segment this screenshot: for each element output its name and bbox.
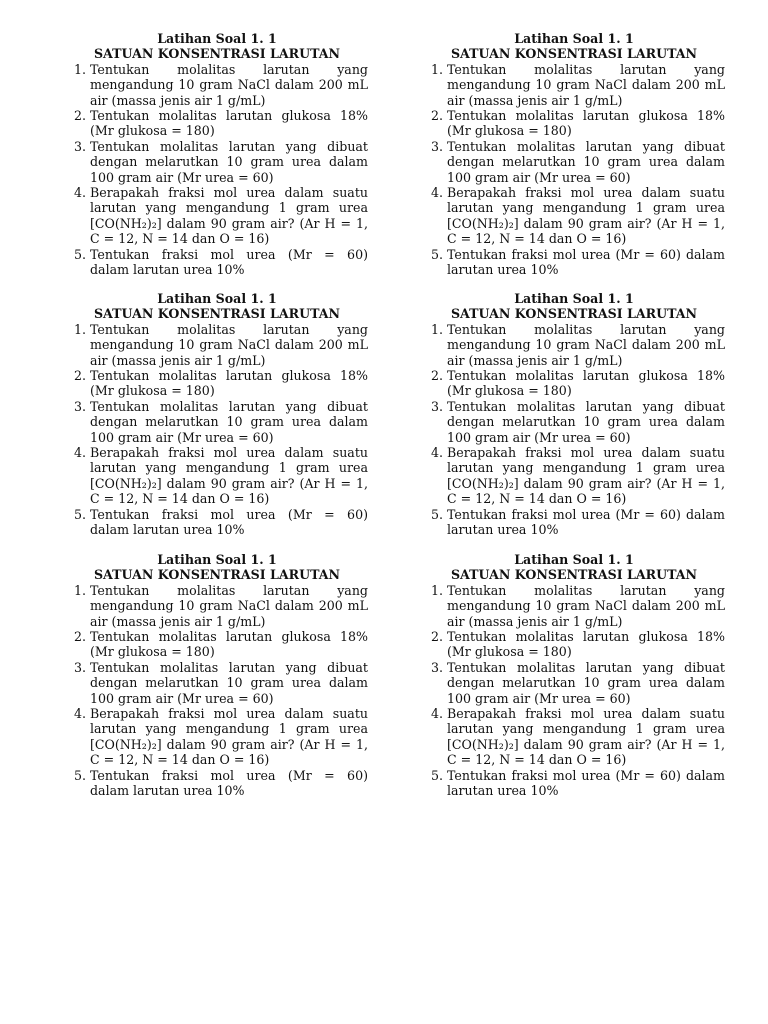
question-number: 3.: [430, 138, 443, 154]
question-item: [423, 399, 725, 445]
question-number: 1.: [73, 61, 86, 77]
question-text-line: Berapakah fraksi mol urea dalam suatu: [90, 706, 368, 722]
question-text: [447, 583, 725, 629]
question-item: [66, 108, 368, 139]
question-number: 1.: [430, 582, 443, 598]
question-list: [66, 62, 368, 278]
question-text-line: air (massa jenis air 1 g/mL): [90, 92, 266, 108]
question-text: [90, 445, 368, 507]
question-list: [423, 583, 725, 799]
question-number: 5.: [73, 246, 86, 262]
exercise-title: Latihan Soal 1. 1: [514, 552, 634, 567]
question-text-line: Berapakah fraksi mol urea dalam suatu: [447, 445, 725, 461]
question-item: [423, 768, 725, 799]
question-text-line: Tentukan molalitas larutan glukosa 18%: [90, 629, 368, 645]
question-item: [423, 629, 725, 660]
question-text: [447, 368, 725, 399]
question-number: 2.: [430, 108, 443, 124]
exercise-subtitle: SATUAN KONSENTRASI LARUTAN: [93, 567, 341, 583]
question-text: [90, 139, 368, 185]
question-number: 4.: [430, 706, 443, 722]
question-text-line: air (massa jenis air 1 g/mL): [447, 92, 623, 108]
question-text-line: larutan urea 10%: [447, 262, 559, 278]
question-item: [423, 62, 725, 108]
question-text-line: 100 gram air (Mr urea = 60): [447, 690, 631, 706]
question-text: [447, 507, 725, 538]
question-text-line: C = 12, N = 14 dan O = 16): [90, 752, 270, 768]
question-item: [66, 629, 368, 660]
question-text-line: Tentukan molalitas larutan glukosa 18%: [447, 629, 725, 645]
question-text-line: [CO(NH₂)₂] dalam 90 gram air? (Ar H = 1,: [447, 736, 725, 752]
question-text-line: Tentukan molalitas larutan glukosa 18%: [447, 108, 725, 124]
question-text-line: larutan yang mengandung 1 gram urea: [447, 460, 725, 476]
question-text-line: larutan yang mengandung 1 gram urea: [90, 721, 368, 737]
question-text-line: larutan yang mengandung 1 gram urea: [447, 200, 725, 216]
question-text: [447, 139, 725, 185]
question-text-line: Tentukan fraksi mol urea (Mr = 60) dalam: [447, 506, 725, 522]
question-text: [90, 507, 368, 538]
question-text: [447, 247, 725, 278]
question-text-line: (Mr glukosa = 180): [90, 383, 215, 399]
question-text-line: Tentukan molalitas larutan yang: [447, 321, 725, 337]
question-text-line: C = 12, N = 14 dan O = 16): [90, 231, 270, 247]
question-text: [90, 185, 368, 247]
question-text: [90, 660, 368, 706]
question-text: [447, 399, 725, 445]
question-number: 3.: [430, 659, 443, 675]
question-item: [66, 368, 368, 399]
question-text-line: dengan melarutkan 10 gram urea dalam: [90, 675, 368, 691]
question-text: [447, 768, 725, 799]
exercise-block: [423, 31, 725, 278]
exercise-subtitle: SATUAN KONSENTRASI LARUTAN: [93, 46, 341, 62]
question-text: [447, 706, 725, 768]
question-text: [90, 62, 368, 108]
question-text-line: air (massa jenis air 1 g/mL): [447, 352, 623, 368]
question-number: 3.: [73, 398, 86, 414]
question-item: [66, 247, 368, 278]
question-number: 2.: [73, 368, 86, 384]
question-item: [66, 322, 368, 368]
question-text-line: air (massa jenis air 1 g/mL): [90, 352, 266, 368]
question-text-line: Tentukan fraksi mol urea (Mr = 60): [90, 767, 368, 783]
question-number: 2.: [73, 108, 86, 124]
exercise-block: [423, 291, 725, 538]
exercise-block: [66, 552, 368, 799]
question-text: [90, 706, 368, 768]
question-text-line: mengandung 10 gram NaCl dalam 200 mL: [447, 598, 725, 614]
question-text: [90, 399, 368, 445]
question-list: [423, 62, 725, 278]
exercise-subtitle: SATUAN KONSENTRASI LARUTAN: [450, 306, 698, 322]
question-text: [447, 322, 725, 368]
question-text: [90, 368, 368, 399]
question-number: 4.: [73, 445, 86, 461]
question-number: 5.: [430, 767, 443, 783]
question-text-line: Berapakah fraksi mol urea dalam suatu: [90, 185, 368, 201]
question-text: [90, 768, 368, 799]
question-text-line: Tentukan molalitas larutan yang: [447, 582, 725, 598]
question-item: [66, 139, 368, 185]
question-text-line: dengan melarutkan 10 gram urea dalam: [90, 414, 368, 430]
question-number: 5.: [73, 506, 86, 522]
question-text-line: dengan melarutkan 10 gram urea dalam: [90, 154, 368, 170]
question-list: [66, 322, 368, 538]
question-text-line: [CO(NH₂)₂] dalam 90 gram air? (Ar H = 1,: [90, 475, 368, 491]
question-number: 3.: [73, 138, 86, 154]
question-item: [66, 660, 368, 706]
question-text-line: C = 12, N = 14 dan O = 16): [90, 491, 270, 507]
question-text-line: (Mr glukosa = 180): [447, 123, 572, 139]
question-text: [447, 185, 725, 247]
question-text-line: 100 gram air (Mr urea = 60): [447, 169, 631, 185]
question-number: 1.: [430, 61, 443, 77]
question-text-line: larutan urea 10%: [447, 783, 559, 799]
question-text-line: mengandung 10 gram NaCl dalam 200 mL: [90, 77, 368, 93]
question-number: 4.: [73, 185, 86, 201]
question-item: [423, 185, 725, 247]
question-item: [423, 247, 725, 278]
question-text: [90, 583, 368, 629]
question-text-line: 100 gram air (Mr urea = 60): [90, 169, 274, 185]
question-text-line: [CO(NH₂)₂] dalam 90 gram air? (Ar H = 1,: [447, 215, 725, 231]
question-text-line: Tentukan molalitas larutan yang dibuat: [90, 659, 368, 675]
question-number: 4.: [73, 706, 86, 722]
question-text-line: Berapakah fraksi mol urea dalam suatu: [447, 185, 725, 201]
question-item: [423, 583, 725, 629]
exercise-title: Latihan Soal 1. 1: [157, 552, 277, 567]
question-text-line: C = 12, N = 14 dan O = 16): [447, 231, 627, 247]
exercise-title: Latihan Soal 1. 1: [514, 291, 634, 306]
question-number: 5.: [430, 246, 443, 262]
question-text-line: Tentukan molalitas larutan yang: [90, 321, 368, 337]
question-item: [66, 62, 368, 108]
question-text-line: Tentukan molalitas larutan yang dibuat: [90, 138, 368, 154]
question-text: [447, 62, 725, 108]
question-item: [423, 322, 725, 368]
question-text: [447, 108, 725, 139]
question-text: [90, 108, 368, 139]
question-text-line: Tentukan molalitas larutan yang dibuat: [447, 659, 725, 675]
question-text-line: Tentukan molalitas larutan glukosa 18%: [447, 368, 725, 384]
exercise-subtitle: SATUAN KONSENTRASI LARUTAN: [450, 46, 698, 62]
question-text-line: Tentukan molalitas larutan yang dibuat: [447, 138, 725, 154]
question-text-line: (Mr glukosa = 180): [447, 644, 572, 660]
question-text-line: [CO(NH₂)₂] dalam 90 gram air? (Ar H = 1,: [90, 736, 368, 752]
question-item: [423, 108, 725, 139]
question-text-line: larutan yang mengandung 1 gram urea: [90, 200, 368, 216]
question-text-line: dalam larutan urea 10%: [90, 783, 245, 799]
question-number: 5.: [430, 506, 443, 522]
question-text-line: Tentukan fraksi mol urea (Mr = 60): [90, 246, 368, 262]
question-text-line: 100 gram air (Mr urea = 60): [447, 429, 631, 445]
question-text-line: Tentukan molalitas larutan glukosa 18%: [90, 108, 368, 124]
question-item: [423, 706, 725, 768]
question-text-line: Tentukan molalitas larutan yang: [90, 61, 368, 77]
exercise-block: [66, 31, 368, 278]
question-item: [423, 368, 725, 399]
question-item: [66, 706, 368, 768]
question-number: 2.: [430, 629, 443, 645]
question-text-line: [CO(NH₂)₂] dalam 90 gram air? (Ar H = 1,: [90, 215, 368, 231]
question-text-line: larutan urea 10%: [447, 522, 559, 538]
question-item: [423, 507, 725, 538]
question-item: [66, 399, 368, 445]
question-item: [66, 583, 368, 629]
exercise-title: Latihan Soal 1. 1: [157, 31, 277, 46]
question-text-line: (Mr glukosa = 180): [90, 644, 215, 660]
question-item: [423, 445, 725, 507]
question-text-line: Tentukan molalitas larutan yang: [90, 582, 368, 598]
question-text-line: mengandung 10 gram NaCl dalam 200 mL: [447, 77, 725, 93]
exercise-title: Latihan Soal 1. 1: [514, 31, 634, 46]
exercise-title: Latihan Soal 1. 1: [157, 291, 277, 306]
question-text-line: (Mr glukosa = 180): [447, 383, 572, 399]
question-text-line: air (massa jenis air 1 g/mL): [90, 613, 266, 629]
question-number: 3.: [73, 659, 86, 675]
question-number: 1.: [430, 321, 443, 337]
question-item: [423, 660, 725, 706]
question-number: 2.: [430, 368, 443, 384]
question-number: 1.: [73, 321, 86, 337]
question-text-line: Berapakah fraksi mol urea dalam suatu: [447, 706, 725, 722]
question-text-line: mengandung 10 gram NaCl dalam 200 mL: [90, 337, 368, 353]
question-text-line: Berapakah fraksi mol urea dalam suatu: [90, 445, 368, 461]
question-number: 4.: [430, 445, 443, 461]
question-text-line: Tentukan fraksi mol urea (Mr = 60) dalam: [447, 246, 725, 262]
question-text: [90, 247, 368, 278]
question-item: [66, 445, 368, 507]
question-text-line: larutan yang mengandung 1 gram urea: [447, 721, 725, 737]
question-text-line: air (massa jenis air 1 g/mL): [447, 613, 623, 629]
question-text: [447, 629, 725, 660]
question-number: 2.: [73, 629, 86, 645]
question-text-line: Tentukan molalitas larutan yang dibuat: [90, 398, 368, 414]
question-number: 4.: [430, 185, 443, 201]
question-text-line: 100 gram air (Mr urea = 60): [90, 690, 274, 706]
question-text-line: dengan melarutkan 10 gram urea dalam: [447, 154, 725, 170]
question-list: [66, 583, 368, 799]
question-text-line: Tentukan fraksi mol urea (Mr = 60): [90, 506, 368, 522]
question-text-line: Tentukan molalitas larutan yang: [447, 61, 725, 77]
question-text-line: C = 12, N = 14 dan O = 16): [447, 752, 627, 768]
question-text-line: mengandung 10 gram NaCl dalam 200 mL: [90, 598, 368, 614]
question-text-line: dengan melarutkan 10 gram urea dalam: [447, 675, 725, 691]
question-item: [66, 507, 368, 538]
question-text-line: Tentukan molalitas larutan glukosa 18%: [90, 368, 368, 384]
exercise-block: [423, 552, 725, 799]
question-number: 1.: [73, 582, 86, 598]
question-text-line: dalam larutan urea 10%: [90, 262, 245, 278]
question-text-line: dengan melarutkan 10 gram urea dalam: [447, 414, 725, 430]
question-text: [90, 322, 368, 368]
question-number: 3.: [430, 398, 443, 414]
question-item: [423, 139, 725, 185]
question-text-line: mengandung 10 gram NaCl dalam 200 mL: [447, 337, 725, 353]
exercise-block: [66, 291, 368, 538]
question-text-line: [CO(NH₂)₂] dalam 90 gram air? (Ar H = 1,: [447, 475, 725, 491]
question-item: [66, 185, 368, 247]
question-item: [66, 768, 368, 799]
question-text-line: dalam larutan urea 10%: [90, 522, 245, 538]
question-number: 5.: [73, 767, 86, 783]
exercise-subtitle: SATUAN KONSENTRASI LARUTAN: [450, 567, 698, 583]
question-text-line: Tentukan fraksi mol urea (Mr = 60) dalam: [447, 767, 725, 783]
question-list: [423, 322, 725, 538]
exercise-subtitle: SATUAN KONSENTRASI LARUTAN: [93, 306, 341, 322]
question-text: [447, 660, 725, 706]
question-text: [447, 445, 725, 507]
question-text-line: C = 12, N = 14 dan O = 16): [447, 491, 627, 507]
question-text-line: (Mr glukosa = 180): [90, 123, 215, 139]
question-text-line: 100 gram air (Mr urea = 60): [90, 429, 274, 445]
question-text-line: larutan yang mengandung 1 gram urea: [90, 460, 368, 476]
question-text: [90, 629, 368, 660]
question-text-line: Tentukan molalitas larutan yang dibuat: [447, 398, 725, 414]
